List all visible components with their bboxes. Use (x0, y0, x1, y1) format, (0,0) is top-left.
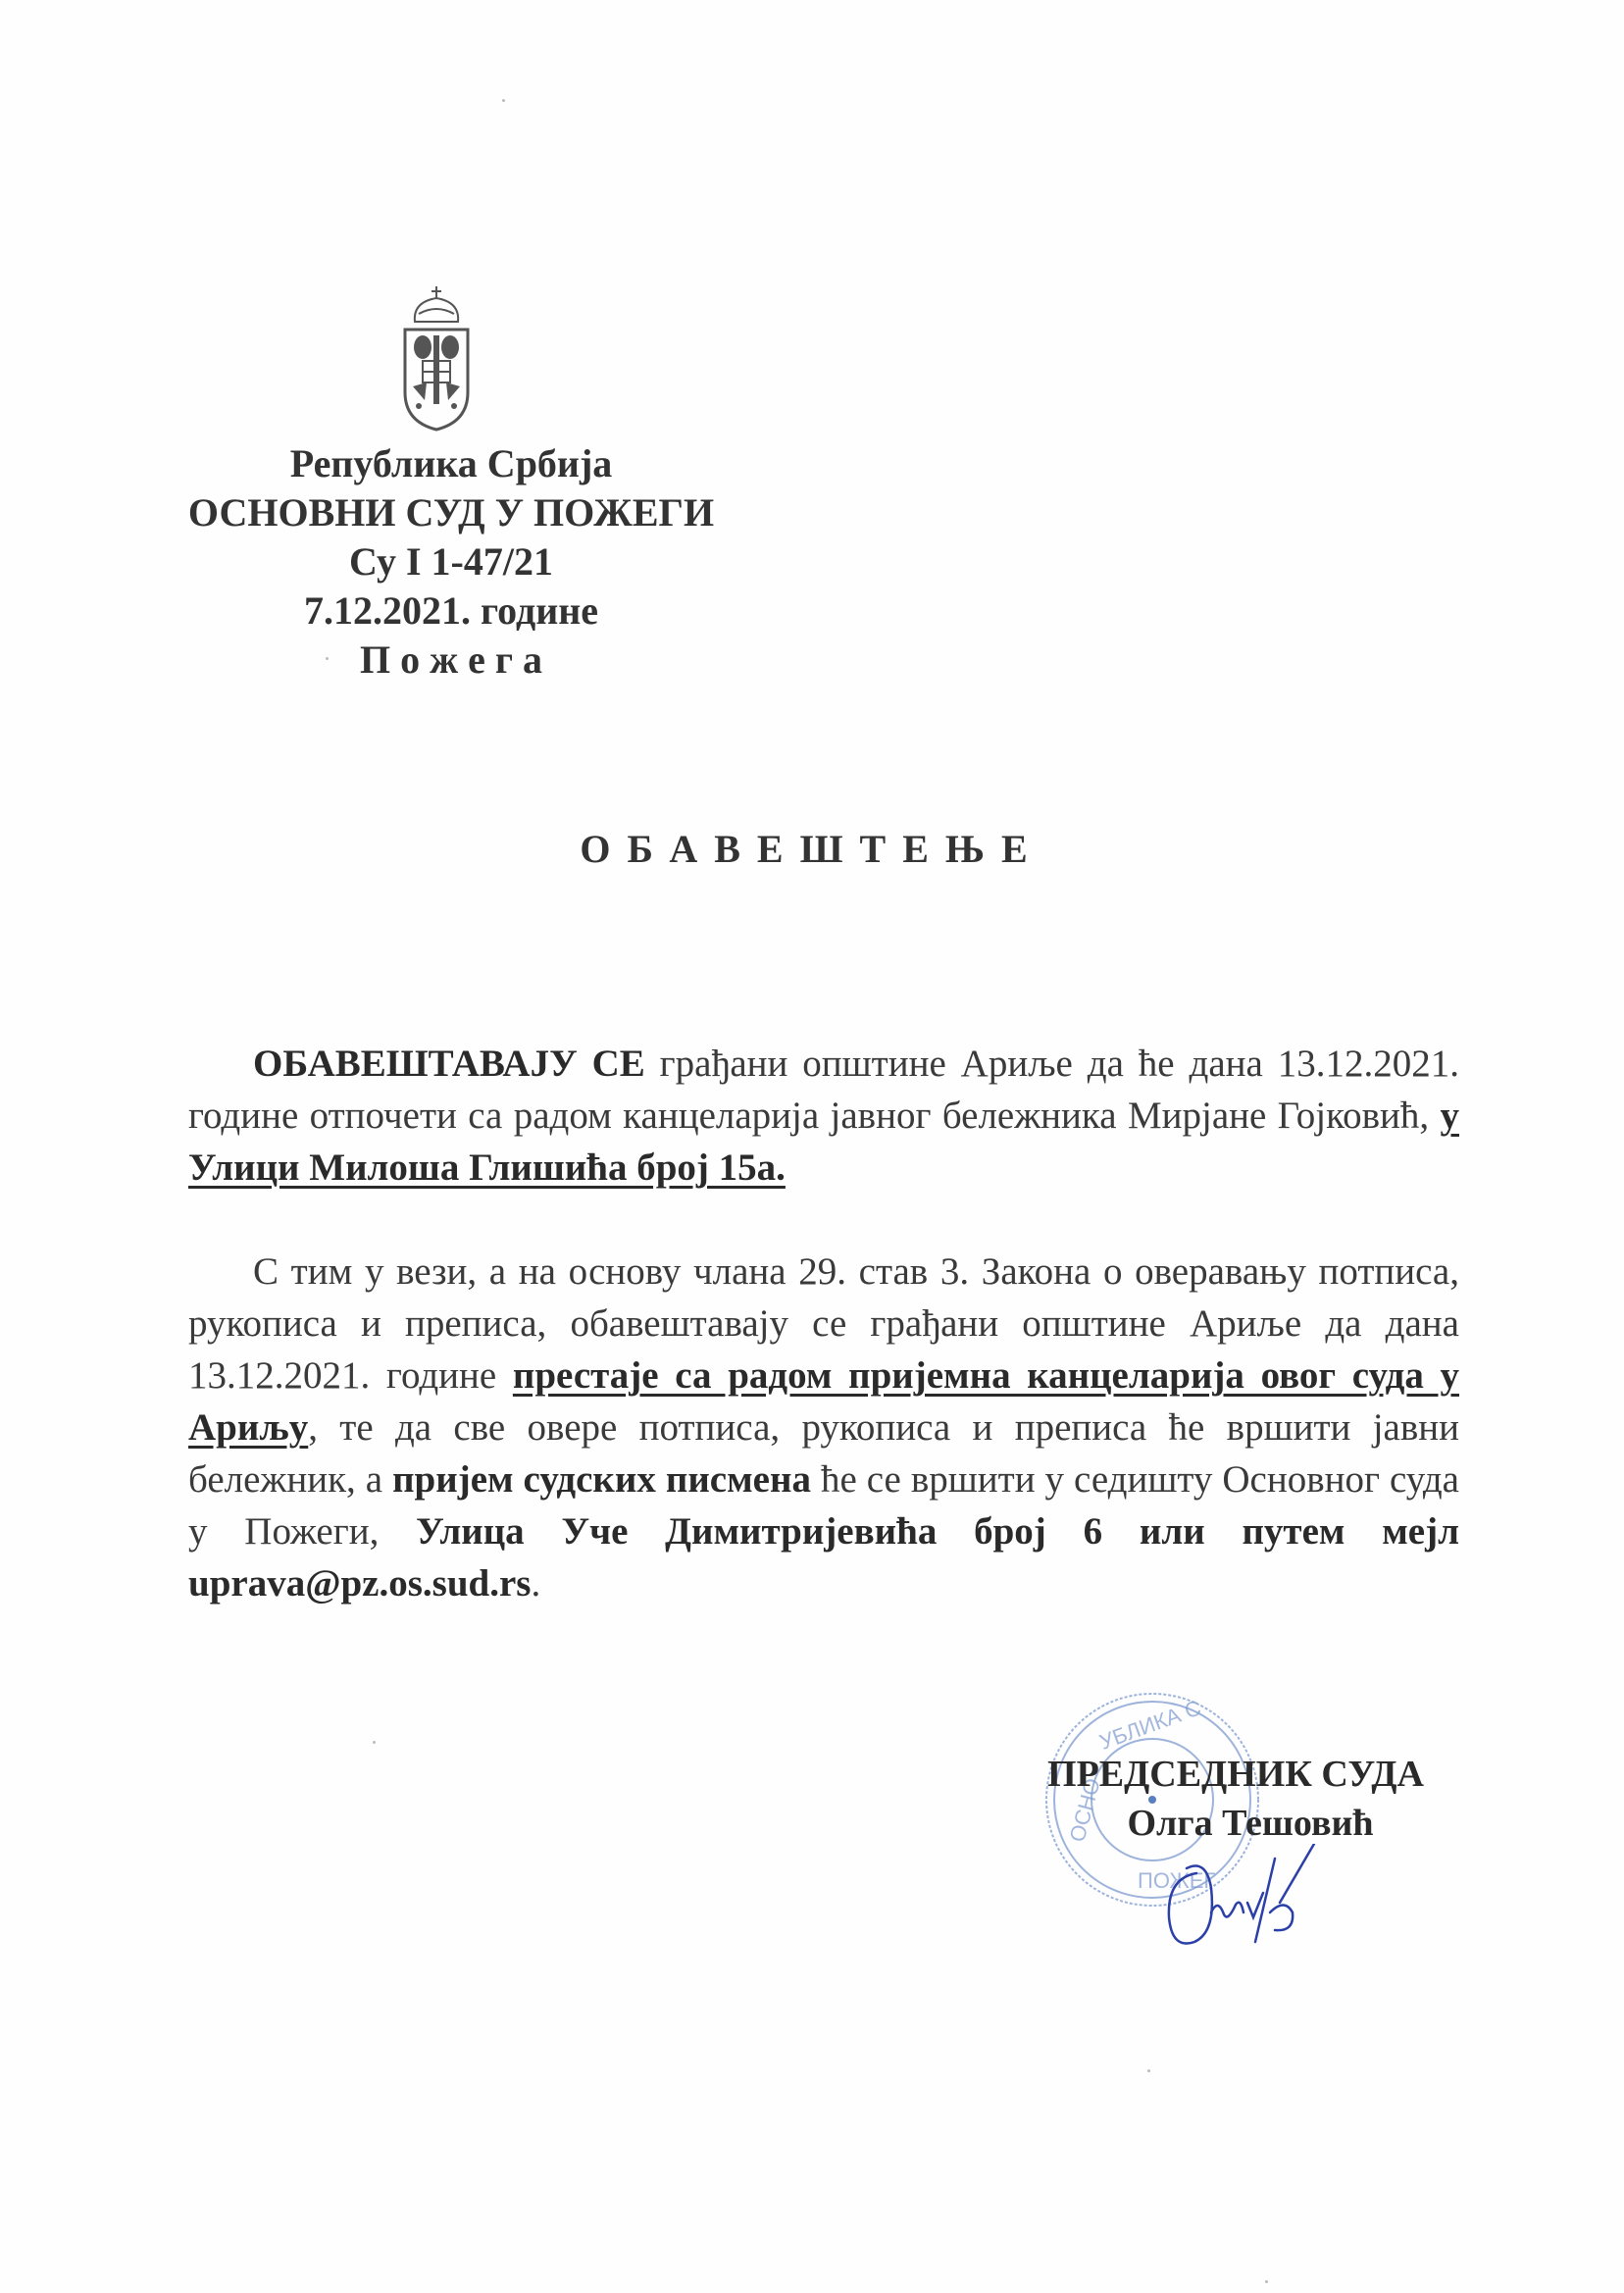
svg-text:УБЛИКА С: УБЛИКА С (1095, 1695, 1204, 1755)
signatory-name: Олга Тешовић (1127, 1803, 1374, 1844)
office-closure-notice: престаје са радом пријемна канцеларија овог суда у Ариљу (188, 1354, 1459, 1449)
paragraph-1 (188, 1038, 1459, 1194)
handwritten-signature-icon (1157, 1844, 1344, 1952)
scan-speck (502, 99, 505, 102)
scan-speck (326, 657, 329, 660)
signature-block (1000, 1750, 1471, 1848)
coat-of-arms-icon (397, 284, 476, 432)
document-date: 7.12.2021. године (303, 588, 599, 633)
paragraph-2-text-1: С тим у вези, а на основу члана 29. став 3. Закона о оверавању потписа, рукописа и преписа, обавештавају се грађани општине Ариље да дана 13.12.2021. године (188, 1250, 1459, 1397)
document-title: ОБАВЕШТЕЊЕ (580, 827, 1044, 871)
paragraph-2-text-2: , те да све овере потписа, рукописа и преписа ће вршити јавни бележник, а (188, 1406, 1459, 1501)
notary-address: у Улици Милоша Глишића број 15а. (188, 1095, 1459, 1189)
scan-speck (1265, 2280, 1268, 2283)
court-address-email: Улица Уче Димитријевића број 6 или путем мејл uprava@pz.os.sud.rs (188, 1510, 1459, 1605)
country-name: Република Србија (289, 441, 613, 485)
paragraph-2-text-4: . (531, 1562, 541, 1605)
court-name: ОСНОВНИ СУД У ПОЖЕГИ (187, 490, 715, 535)
scan-speck (1147, 2069, 1150, 2072)
document-reception-bold: пријем судских писмена (392, 1458, 811, 1501)
paragraph-1-text: грађани општине Ариље да ће дана 13.12.2021. године отпочети са радом канцеларија јавног бележника Мирјане Гојковић, (188, 1043, 1459, 1137)
case-number: Су I 1-47/21 (349, 539, 553, 584)
court-header (127, 439, 775, 685)
city-name: П о ж е г а (359, 637, 543, 682)
paragraph-2-text-3: ће се вршити у седишту Основног суда у Пожеги, (188, 1458, 1459, 1553)
svg-text:ОСНО: ОСНО (1064, 1775, 1105, 1845)
svg-text:ПОЖЕГ: ПОЖЕГ (1138, 1868, 1216, 1893)
paragraph-2 (188, 1246, 1459, 1609)
signatory-role: ПРЕДСЕДНИК СУДА (1047, 1754, 1424, 1795)
lead-bold: ОБАВЕШТАВАЈУ СЕ (253, 1043, 645, 1085)
scan-speck (373, 1741, 376, 1744)
